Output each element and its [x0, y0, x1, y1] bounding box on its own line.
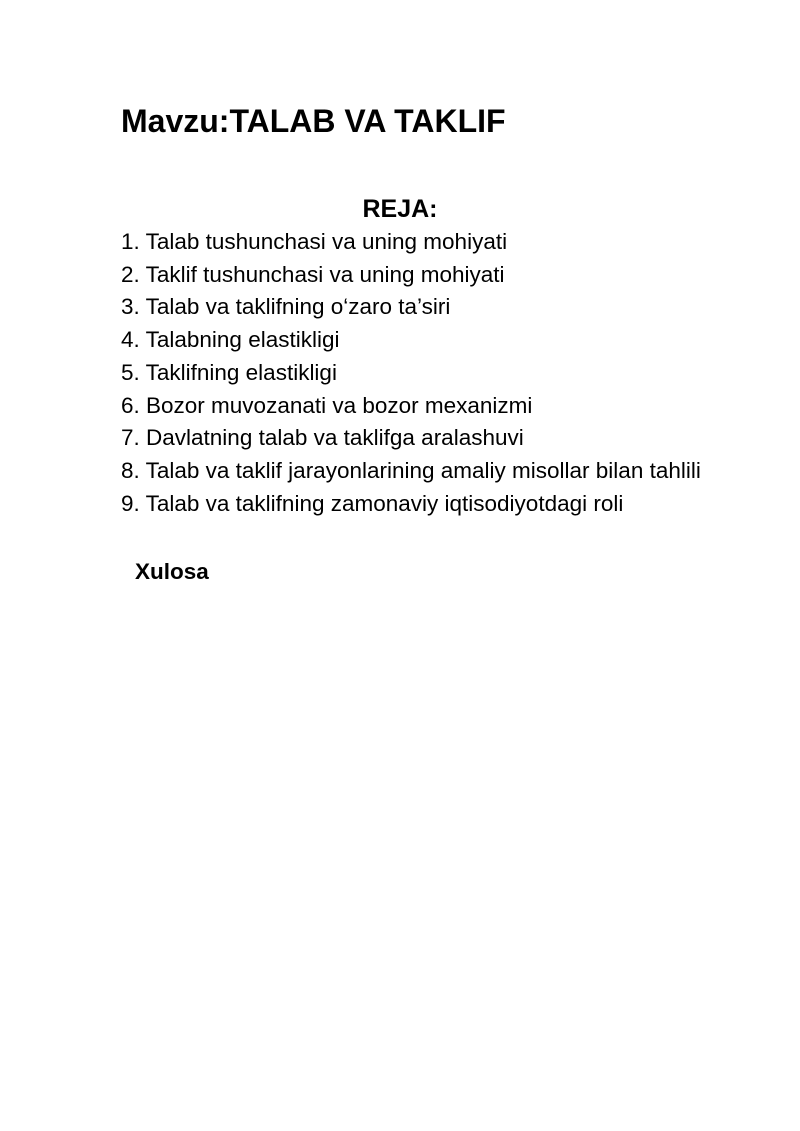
document-title: Mavzu:TALAB VA TAKLIF [121, 103, 506, 139]
plan-item: 4. Talabning elastikligi [121, 327, 340, 353]
plan-item: 5. Taklifning elastikligi [121, 359, 337, 385]
plan-item: 8. Talab va taklif jarayonlarining amaliy misollar bilan tahlili [121, 457, 701, 483]
plan-list [121, 226, 701, 520]
plan-heading: REJA: [362, 195, 438, 223]
plan-item: 2. Taklif tushunchasi va uning mohiyati [121, 261, 505, 287]
plan-item: 1. Talab tushunchasi va uning mohiyati [121, 229, 508, 254]
plan-item: 9. Talab va taklifning zamonaviy iqtisodiyotdagi roli [121, 490, 624, 516]
plan-item: 6. Bozor muvozanati va bozor mexanizmi [121, 392, 533, 418]
conclusion-label: Xulosa [135, 559, 209, 584]
plan-item: 7. Davlatning talab va taklifga aralashuvi [121, 425, 524, 451]
plan-item: 3. Talab va taklifning o‘zaro ta’siri [121, 294, 451, 320]
